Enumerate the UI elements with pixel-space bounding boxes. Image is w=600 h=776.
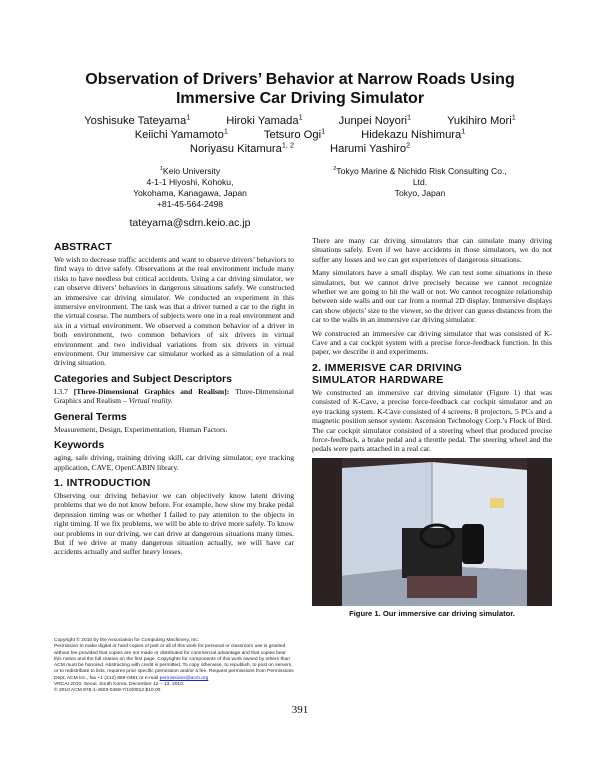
abstract-heading: ABSTRACT: [54, 241, 112, 253]
author: Keiichi Yamamoto$^1$: [134, 126, 228, 141]
left-column: [54, 236, 294, 561]
author: Hiroki Yamada$^1$: [226, 112, 303, 127]
simulator-photo-illustration: [312, 458, 552, 606]
left-frame: [312, 458, 342, 606]
section-2-paragraph-1: We constructed an immersive car driving simulator (Figure 1) that was consisted of K-Cave, a precise force-feedback car cockpit simulator and an eye tracking system. K-Cave consisted of 4 screens, 8 projectors, 5 PCs and a magnetic position sensor system: Ascension Technology Corp.’s Flock of Bird. The car cockpit simulator consisted of a steering wheel that produced precise force-feedback, a brake pedal and a throttle pedal. The steering wheel and the pedals were parts attached in a real car.: [312, 387, 552, 454]
author: Junpei Noyori$^1$: [338, 112, 412, 127]
categories-body: I.3.7 [Three-Dimensional Graphics and Realism]: Three-Dimensional Graphics and Realism – Virtual reality.: [54, 386, 295, 406]
paper-title: [40, 70, 560, 108]
affiliation-keio: $^1$Keio University 4-1-1 Hiyoshi, Kohoku, Yokohama, Kanagawa, Japan +81-45-564-2498: [133, 166, 247, 209]
affiliation-tokyo-marine: $^2$Tokyo Marine & Nichido Risk Consulting Co., Ltd. Tokyo, Japan: [333, 166, 507, 198]
author-email: tateyama@sdm.keio.ac.jp: [129, 217, 251, 229]
intro-paragraph-2: There are many car driving simulators that can simulate many driving situations safely. Even if we have accidents in those simulators, we do not suffer any losses and we can get experiences of dangerous situations.: [312, 236, 552, 264]
figure-1-photo: [312, 458, 552, 606]
introduction-heading: 1. INTRODUCTION: [54, 476, 151, 489]
author-row-1: [40, 114, 560, 128]
keywords-body: aging, safe driving, training driving skill, car driving simulator, eye tracking application, CAVE, OpenCABIN library.: [54, 453, 294, 472]
monitor-highlight: [490, 498, 504, 508]
author-row-2: [40, 128, 560, 142]
section-2-heading: 2. IMMERISVE CAR DRIVING SIMULATOR HARDWARE: [312, 361, 463, 386]
author-row-3: [40, 142, 560, 156]
keywords-heading: Keywords: [54, 439, 105, 452]
author: Noriyasu Kitamura$^{1, 2}$: [189, 140, 295, 155]
right-frame: [527, 458, 552, 606]
driver-seat: [462, 524, 484, 564]
author: Harumi Yashiro$^2$: [330, 140, 411, 155]
intro-paragraph-3: Many simulators have a small display. We can test some situations in these simulators, but we cannot drive precisely because we cannot recognize whether we are going to hit the wall or not. We cannot recognize relationship between side walls and our car from a normal 2D display. Immersive displays can show objects’ size to the viewer, so the driver can guess distances from the car to the walls in an immersive car driving simulator.: [312, 268, 552, 325]
abstract-body: We wish to decrease traffic accidents and want to observe drivers’ behaviors to find ways to drive safely. Observations at the real environment include many risks to have needless but critical accidents. Using a car driving simulator, we can observe drivers’ behaviors in dangerous situations safely. We constructed an immersive car driving simulator. We conducted an experiment in this immersive environment. The task was that a driver turned a car to the right in the virtual course. The numbers of subjects were one in a real environment and six in a virtual environment. We observed a common behavior of a driver in both environment, two common behaviors of six drivers in virtual environment and two individual variations from six drivers in virtual environment. Our immersive car simulator worked as a simulation of a real driving situation.: [54, 255, 294, 368]
author: Yoshisuke Tateyama$^1$: [84, 112, 191, 127]
intro-paragraph-4: We constructed an immersive car driving simulator that was consisted of K-Cave and a car cockpit system with a precise force-feedback function. In this paper, we describe it and experiments.: [312, 328, 552, 357]
permissions-email-link[interactable]: permissions@acm.org: [159, 675, 209, 681]
author: Tetsuro Ogi$^1$: [263, 126, 326, 141]
general-terms-body: Measurement, Design, Experimentation, Human Factors.: [54, 424, 228, 434]
author: Hidekazu Nishimura$^1$: [361, 126, 466, 141]
categories-heading: Categories and Subject Descriptors: [54, 372, 232, 385]
page-number: 391: [291, 704, 309, 716]
author-list: [40, 114, 560, 156]
title-line-1: Observation of Drivers’ Behavior at Narrow Roads Using: [85, 71, 515, 88]
author: Yukihiro Mori$^1$: [447, 112, 516, 127]
right-column: [312, 236, 552, 618]
figure-1-caption: Figure 1. Our immersive car driving simulator.: [349, 608, 515, 618]
introduction-paragraph-1: Observing our driving behavior we can objectively know latent driving problems that we do not know before. For example, how slow my brake pedal depression timing was or whether I failed to pay attention to the objects in right timing. If we fix problems, we will be able to drive more safely. To know our problems in our driving, we can drive at dangerous situations many times. But if we drive at many dangerous situation actually, we will have car accidents actually and suffer heavy losses.: [54, 490, 294, 557]
copyright-block: Copyright © 2010 by the Association for Computing Machinery, Inc. Permission to make digital or hard copies of part or all of this work for personal or classroom use is granted without fee provided that copies are not made or distributed for commercial advantage and that copies bear this notice and the full citation on the first page. Copyrights for components of this work owned by others than ACM must be honored. Abstracting with credit is permitted. To copy otherwise, to republish, to post on servers, or to redistribute to lists, requires prior specific permission and/or a fee. Request permissions from Permissions Dept, ACM Inc., fax +1 (212) 869-0481 or e-mail permissions@acm.org VRCAI 2010, Seoul, South Korea, December 12 – 13, 2010. © 2010 ACM 978-1-4503-0459-7/10/0012 $10.00: [54, 638, 294, 694]
general-terms-heading: General Terms: [54, 410, 127, 423]
cockpit-platform: [407, 576, 477, 598]
title-line-2: Immersive Car Driving Simulator: [175, 90, 425, 107]
